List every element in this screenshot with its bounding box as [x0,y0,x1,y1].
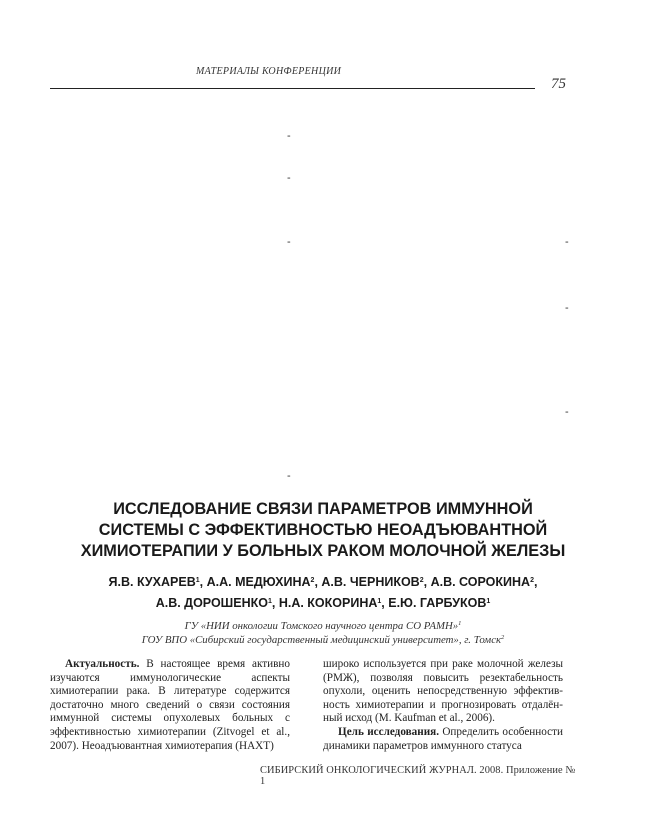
author: А.А. МЕДЮХИНА$^2$, [206,575,322,589]
title-line: ХИМИОТЕРАПИИ У БОЛЬНЫХ РАКОМ МОЛОЧНОЙ ЖЕЛЕЗЫ [80,542,566,560]
title-line: ИССЛЕДОВАНИЕ СВЯЗИ ПАРАМЕТРОВ ИММУННОЙ [113,500,533,518]
page-number: 75 [551,76,566,92]
stray-dash-mark: - [287,470,291,482]
right-column [323,658,563,753]
stray-dash-mark: - [287,236,291,248]
author: А.В. ДОРОШЕНКО$^1$, [155,596,279,610]
header-rule [50,88,535,89]
affiliation: ГОУ ВПО «Сибирский государственный медицинский университет», г. Томск$^2$ [141,634,505,646]
stray-dash-mark: - [287,130,291,142]
paragraph: широко используется при раке молочной железы (РМЖ), позволяя повысить резектабельность опухоли, оценить непосредственную эффективность химиотерапии и прогнозировать отдалённый исход (M. Kaufman et al., 2006). [323,658,563,725]
title-line: СИСТЕМЫ С ЭФФЕКТИВНОСТЬЮ НЕОАДЪЮВАНТНОЙ [98,521,548,539]
section-heading: Актуальность. [65,658,140,670]
author-list [60,571,586,613]
stray-dash-mark: - [565,236,569,248]
affiliation: ГУ «НИИ онкологии Томского научного центра СО РАМН»$^1$ [184,620,462,632]
paragraph: Актуальность. В настоящее время активно изучаются иммунологические аспекты химиотерапии рака. В литературе содержится достаточно много сведений о связи состояния иммунной системы опухолевых больных с эффективностью химиотерапии (Zitvogel et al., 2007). Неоадъювантная химиотерапия (НАХТ) [50,658,290,752]
author: А.В. СОРОКИНА$^2$, [430,575,538,589]
stray-dash-mark: - [565,302,569,314]
stray-dash-mark: - [565,406,569,418]
author: А.В. ЧЕРНИКОВ$^2$, [321,575,431,589]
paragraph: Цель исследования. Определить особенности динамики параметров иммунного статуса [323,725,563,752]
section-heading: Цель исследования. [338,725,440,738]
article-title [60,499,586,562]
author: Е.Ю. ГАРБУКОВ$^1$ [388,596,491,610]
left-column [50,658,290,753]
running-head: МАТЕРИАЛЫ КОНФЕРЕНЦИИ [196,66,342,77]
author: Я.В. КУХАРЕВ$^1$, [108,575,207,589]
author: Н.А. КОКОРИНА$^1$, [278,596,389,610]
stray-dash-mark: - [287,172,291,184]
journal-footer: СИБИРСКИЙ ОНКОЛОГИЧЕСКИЙ ЖУРНАЛ. 2008. Приложение № 1 [260,765,576,787]
